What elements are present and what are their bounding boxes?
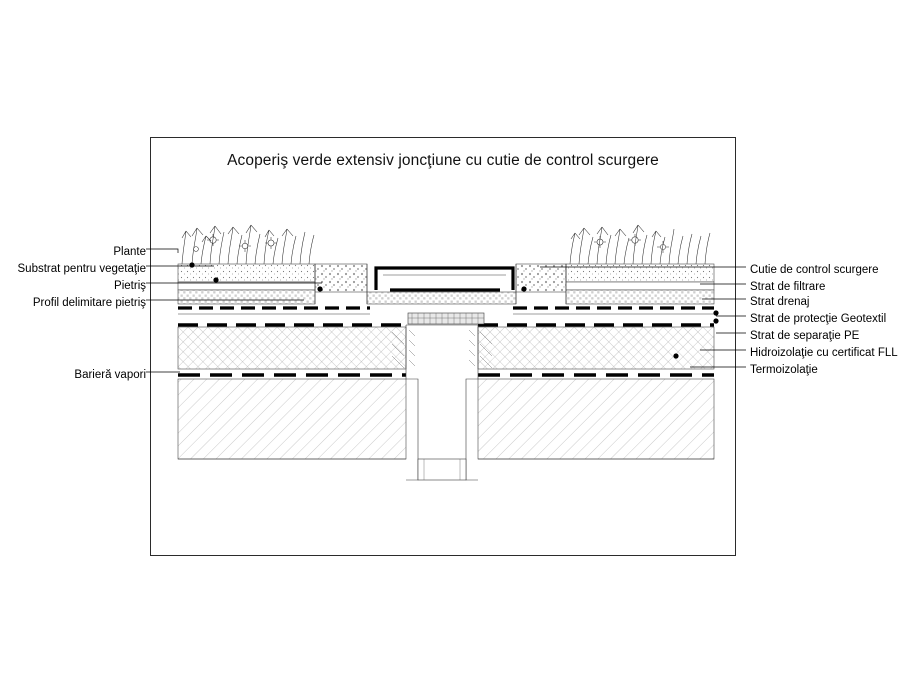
label-strat-filtrare	[750, 281, 825, 294]
label-strat-separatie-text: Strat de separaţie PE	[750, 330, 860, 342]
label-cutie-control	[750, 264, 878, 277]
label-substrat	[0, 263, 146, 276]
label-strat-drenaj	[750, 296, 809, 309]
label-strat-geotextil	[750, 313, 886, 326]
label-substrat-text: Substrat pentru vegetaţie	[17, 263, 146, 275]
label-termoizolatie-text: Termoizolaţie	[750, 364, 818, 376]
label-bariera-vapori	[0, 369, 146, 382]
label-hidroizolatie-text: Hidroizolaţie cu certificat FLL	[750, 347, 898, 359]
label-strat-filtrare-text: Strat de filtrare	[750, 281, 826, 293]
drawing-frame	[150, 137, 736, 556]
label-bariera-vapori-text: Barieră vapori	[74, 369, 146, 381]
label-termoizolatie	[750, 364, 818, 377]
label-cutie-control-text: Cutie de control scurgere	[750, 264, 879, 276]
label-profil-delimitare-text: Profil delimitare pietriş	[32, 297, 146, 309]
label-hidroizolatie	[750, 347, 898, 360]
label-strat-separatie	[750, 330, 859, 343]
label-profil-delimitare	[0, 297, 146, 310]
label-plante-text: Plante	[113, 246, 146, 258]
label-strat-drenaj-text: Strat drenaj	[750, 296, 810, 308]
label-strat-geotextil-text: Strat de protecţie Geotextil	[750, 313, 887, 325]
label-pietris	[0, 280, 146, 293]
drawing-title: Acoperiş verde extensiv joncţiune cu cutie de control scurgere	[227, 152, 659, 169]
label-pietris-text: Pietriş	[114, 280, 146, 292]
label-plante	[0, 246, 146, 259]
